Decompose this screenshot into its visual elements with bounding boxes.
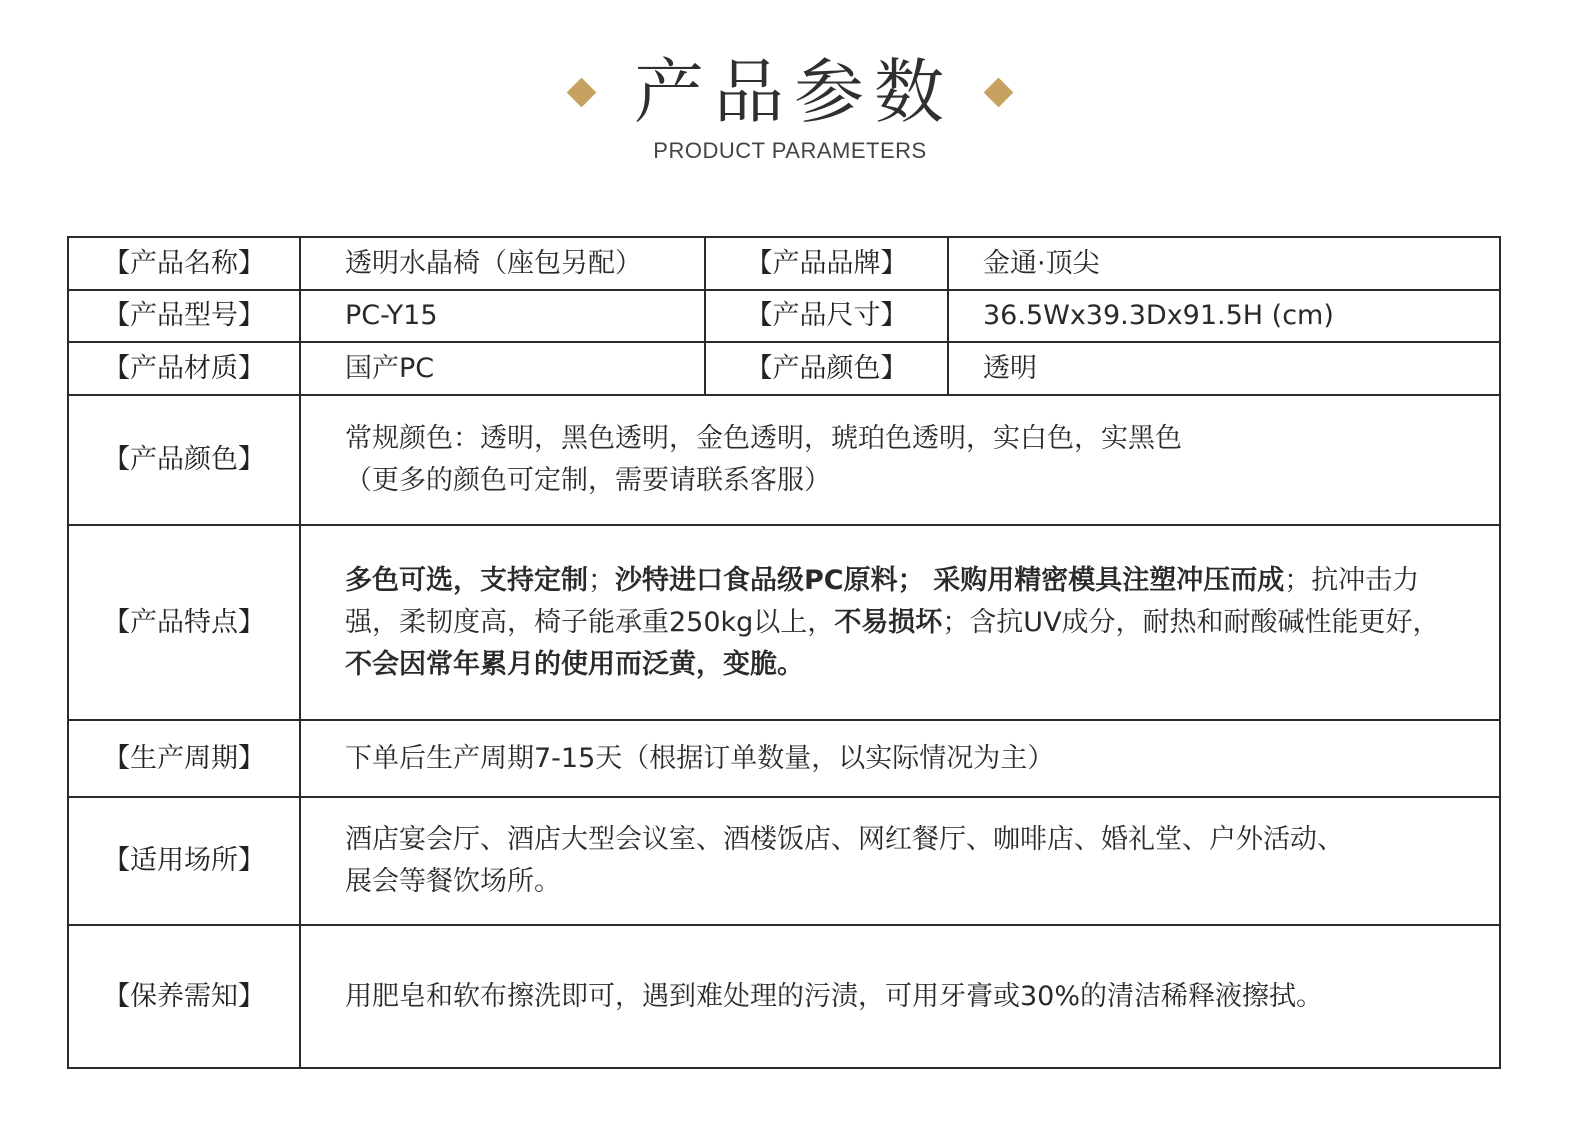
table-row: [68, 925, 1500, 1068]
table-row: [68, 237, 1500, 290]
table-row: [68, 797, 1500, 925]
cell-value-name: 透明水晶椅（座包另配）: [300, 237, 705, 290]
product-parameters-table: [67, 236, 1501, 1069]
cell-label-model: 【产品型号】: [68, 290, 300, 342]
cell-label-color-short: 【产品颜色】: [705, 342, 948, 395]
cell-value-features: [300, 525, 1500, 720]
feature-bold-3: 采购用精密模具注塑冲压而成: [933, 564, 1285, 596]
cell-label-brand: 【产品品牌】: [705, 237, 948, 290]
colors-line-2: （更多的颜色可定制，需要请联系客服）: [345, 465, 831, 496]
table-row: [68, 525, 1500, 720]
colors-line-1: 常规颜色：透明，黑色透明，金色透明，琥珀色透明，实白色，实黑色: [345, 423, 1182, 454]
cell-value-model: PC-Y15: [300, 290, 705, 342]
page-title: 产品参数: [634, 51, 954, 133]
cell-label-colors: 【产品颜色】: [68, 395, 300, 525]
feature-text-3: ；抗冲击力强，柔韧度高，椅子能承重250kg以上，: [345, 564, 1420, 638]
feature-text-4: ；含抗UV成分，耐热和耐酸碱性能更好，: [942, 606, 1440, 638]
table-row: [68, 395, 1500, 525]
cell-value-cycle: 下单后生产周期7-15天（根据订单数量，以实际情况为主）: [300, 720, 1500, 797]
venues-line-2: 展会等餐饮场所。: [345, 866, 561, 897]
cell-value-material: 国产PC: [300, 342, 705, 395]
feature-bold-4: 不易损坏: [834, 606, 943, 638]
cell-label-size: 【产品尺寸】: [705, 290, 948, 342]
cell-value-venues: [300, 797, 1500, 925]
cell-label-name: 【产品名称】: [68, 237, 300, 290]
cell-label-cycle: 【生产周期】: [68, 720, 300, 797]
cell-label-features: 【产品特点】: [68, 525, 300, 720]
cell-value-color-short: 透明: [948, 342, 1500, 395]
table-row: [68, 290, 1500, 342]
feature-bold-5: 不会因常年累月的使用而泛黄，变脆。: [345, 648, 804, 680]
title-row: [0, 52, 1580, 132]
cell-value-care: 用肥皂和软布擦洗即可，遇到难处理的污渍，可用牙膏或30%的清洁稀释液擦拭。: [300, 925, 1500, 1068]
cell-value-colors: [300, 395, 1500, 525]
feature-bold-2: 沙特进口食品级PC原料；: [615, 564, 925, 596]
feature-bold-1: 多色可选，支持定制: [345, 564, 588, 596]
cell-label-material: 【产品材质】: [68, 342, 300, 395]
cell-value-size: 36.5Wx39.3Dx91.5H (cm): [948, 290, 1500, 342]
table-row: [68, 342, 1500, 395]
cell-label-care: 【保养需知】: [68, 925, 300, 1068]
feature-text-2: [925, 565, 934, 596]
venues-line-1: 酒店宴会厅、酒店大型会议室、酒楼饭店、网红餐厅、咖啡店、婚礼堂、户外活动、: [345, 824, 1344, 855]
right-diamond-icon: [984, 77, 1014, 107]
page-header: [0, 0, 1580, 200]
table-row: [68, 720, 1500, 797]
left-diamond-icon: [567, 77, 597, 107]
feature-text-1: ；: [588, 564, 615, 596]
page-subtitle: PRODUCT PARAMETERS: [653, 138, 927, 163]
cell-label-venues: 【适用场所】: [68, 797, 300, 925]
cell-value-brand: 金通·顶尖: [948, 237, 1500, 290]
